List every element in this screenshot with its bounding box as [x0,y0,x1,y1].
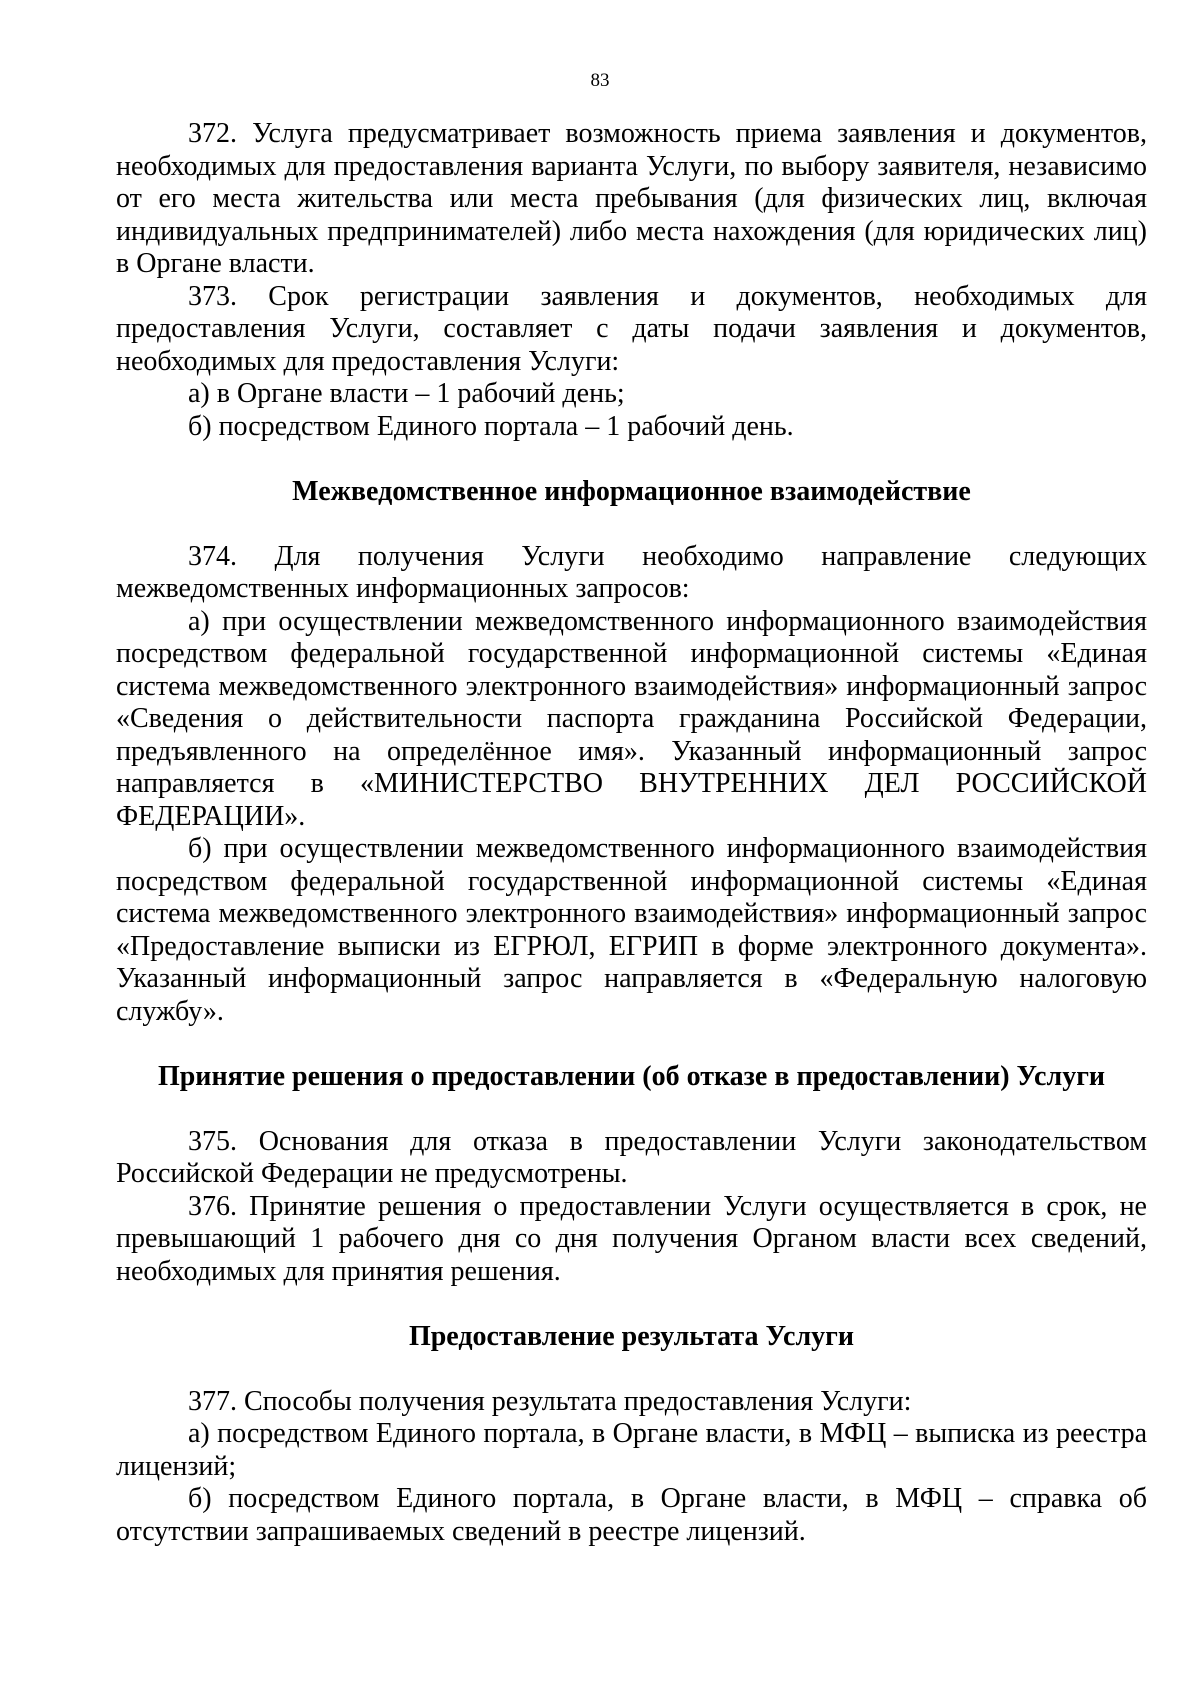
section-heading-result: Предоставление результата Услуги [408,1321,855,1352]
section-heading-interagency: Межведомственное информационное взаимодействие [292,476,971,507]
page-number: 83 [590,70,610,91]
paragraph-375: 375. Основания для отказа в предоставлении Услуги законодательством Российской Федерации не предусмотрены. [116,1125,1147,1189]
paragraph-374: 374. Для получения Услуги необходимо направление следующих межведомственных информационных запросов: [116,540,1147,604]
document-body [116,118,1147,1548]
paragraph-374-a: а) при осуществлении межведомственного информационного взаимодействия посредством федеральной государственной информационной системы «Единая система межведомственного электронного взаимодействия» информационный запрос «Сведения о действительности паспорта гражданина Российской Федерации, предъявленного на определённое имя». Указанный информационный запрос направляется в «МИНИСТЕРСТВО ВНУТРЕННИХ ДЕЛ РОССИЙСКОЙ ФЕДЕРАЦИИ». [116,605,1147,832]
paragraph-376: 376. Принятие решения о предоставлении Услуги осуществляется в срок, не превышающий 1 рабочего дня со дня получения Органом власти всех сведений, необходимых для принятия решения. [116,1190,1147,1287]
paragraph-372: 372. Услуга предусматривает возможность приема заявления и документов, необходимых для предоставления варианта Услуги, по выбору заявителя, независимо от его места жительства или места пребывания (для физических лиц, включая индивидуальных предпринимателей) либо места нахождения (для юридических лиц) в Органе власти. [116,118,1147,279]
paragraph-377-b: б) посредством Единого портала, в Органе власти, в МФЦ – справка об отсутствии запрашиваемых сведений в реестре лицензий. [116,1483,1147,1547]
paragraph-377: 377. Способы получения результата предоставления Услуги: [188,1385,912,1417]
paragraph-373: 373. Срок регистрации заявления и документов, необходимых для предоставления Услуги, составляет с даты подачи заявления и документов, необходимых для предоставления Услуги: [116,280,1147,377]
paragraph-373-b: б) посредством Единого портала – 1 рабочий день. [188,410,794,442]
section-heading-decision: Принятие решения о предоставлении (об отказе в предоставлении) Услуги [157,1061,1106,1092]
paragraph-373-a: а) в Органе власти – 1 рабочий день; [188,378,625,409]
paragraph-377-a: а) посредством Единого портала, в Органе власти, в МФЦ – выписка из реестра лицензий; [116,1418,1147,1482]
paragraph-374-b: б) при осуществлении межведомственного информационного взаимодействия посредством федеральной государственной информационной системы «Единая система межведомственного электронного взаимодействия» информационный запрос «Предоставление выписки из ЕГРЮЛ, ЕГРИП в форме электронного документа». Указанный информационный запрос направляется в «Федеральную налоговую службу». [116,833,1147,1027]
